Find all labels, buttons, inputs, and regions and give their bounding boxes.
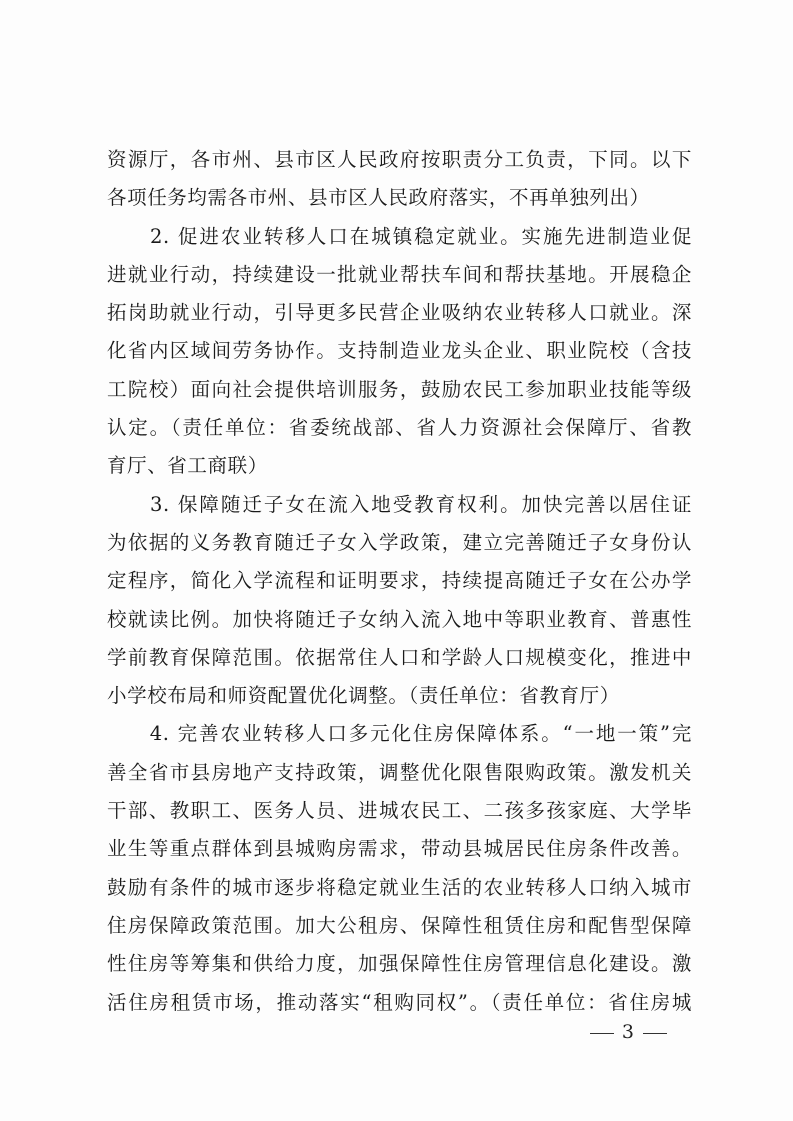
dash-left (590, 1033, 614, 1034)
text-line: 4. 完善农业转移人口多元化住房保障体系。“一地一策”完 (107, 722, 692, 746)
text-line: 2. 促进农业转移人口在城镇稳定就业。实施先进制造业促 (107, 224, 692, 248)
text-line: 业生等重点群体到县城购房需求，带动县城居民住房条件改善。 (107, 837, 692, 861)
page-number-value: 3 (621, 1021, 635, 1043)
text-line: 拓岗助就业行动，引导更多民营企业吸纳农业转移人口就业。深 (107, 301, 692, 325)
text-line: 善全省市县房地产支持政策，调整优化限售限购政策。激发机关 (107, 760, 692, 784)
text-line: 活住房租赁市场，推动落实“租购同权”。（责任单位：省住房城 (107, 990, 692, 1014)
text-line: 住房保障政策范围。加大公租房、保障性租赁住房和配售型保障 (107, 913, 692, 937)
text-line: 校就读比例。加快将随迁子女纳入流入地中等职业教育、普惠性 (107, 607, 692, 631)
text-line: 工院校）面向社会提供培训服务，鼓励农民工参加职业技能等级 (107, 377, 692, 401)
dash-right (643, 1033, 667, 1034)
text-line: 定程序，简化入学流程和证明要求，持续提高随迁子女在公办学 (107, 569, 692, 593)
page-number (582, 1021, 675, 1043)
text-line: 化省内区域间劳务协作。支持制造业龙头企业、职业院校（含技 (107, 339, 692, 363)
text-line: 小学校布局和师资配置优化调整。（责任单位：省教育厅） (107, 684, 620, 708)
body-text (107, 141, 692, 1022)
text-line: 资源厅，各市州、县市区人民政府按职责分工负责，下同。以下 (107, 148, 692, 171)
text-line: 育厅、省工商联） (107, 454, 268, 478)
text-line: 为依据的义务教育随迁子女入学政策，建立完善随迁子女身份认 (107, 530, 692, 554)
text-line: 3. 保障随迁子女在流入地受教育权利。加快完善以居住证 (107, 492, 692, 516)
text-line: 干部、教职工、医务人员、进城农民工、二孩多孩家庭、大学毕 (107, 799, 692, 823)
text-line: 性住房等筹集和供给力度，加强保障性住房管理信息化建设。激 (107, 952, 692, 976)
text-line: 进就业行动，持续建设一批就业帮扶车间和帮扶基地。开展稳企 (107, 262, 692, 286)
text-line: 各项任务均需各市州、县市区人民政府落实，不再单独列出） (107, 186, 650, 210)
text-line: 鼓励有条件的城市逐步将稳定就业生活的农业转移人口纳入城市 (107, 875, 692, 899)
text-line: 认定。（责任单位：省委统战部、省人力资源社会保障厅、省教 (107, 416, 692, 440)
text-line: 学前教育保障范围。依据常住人口和学龄人口规模变化，推进中 (107, 645, 692, 669)
